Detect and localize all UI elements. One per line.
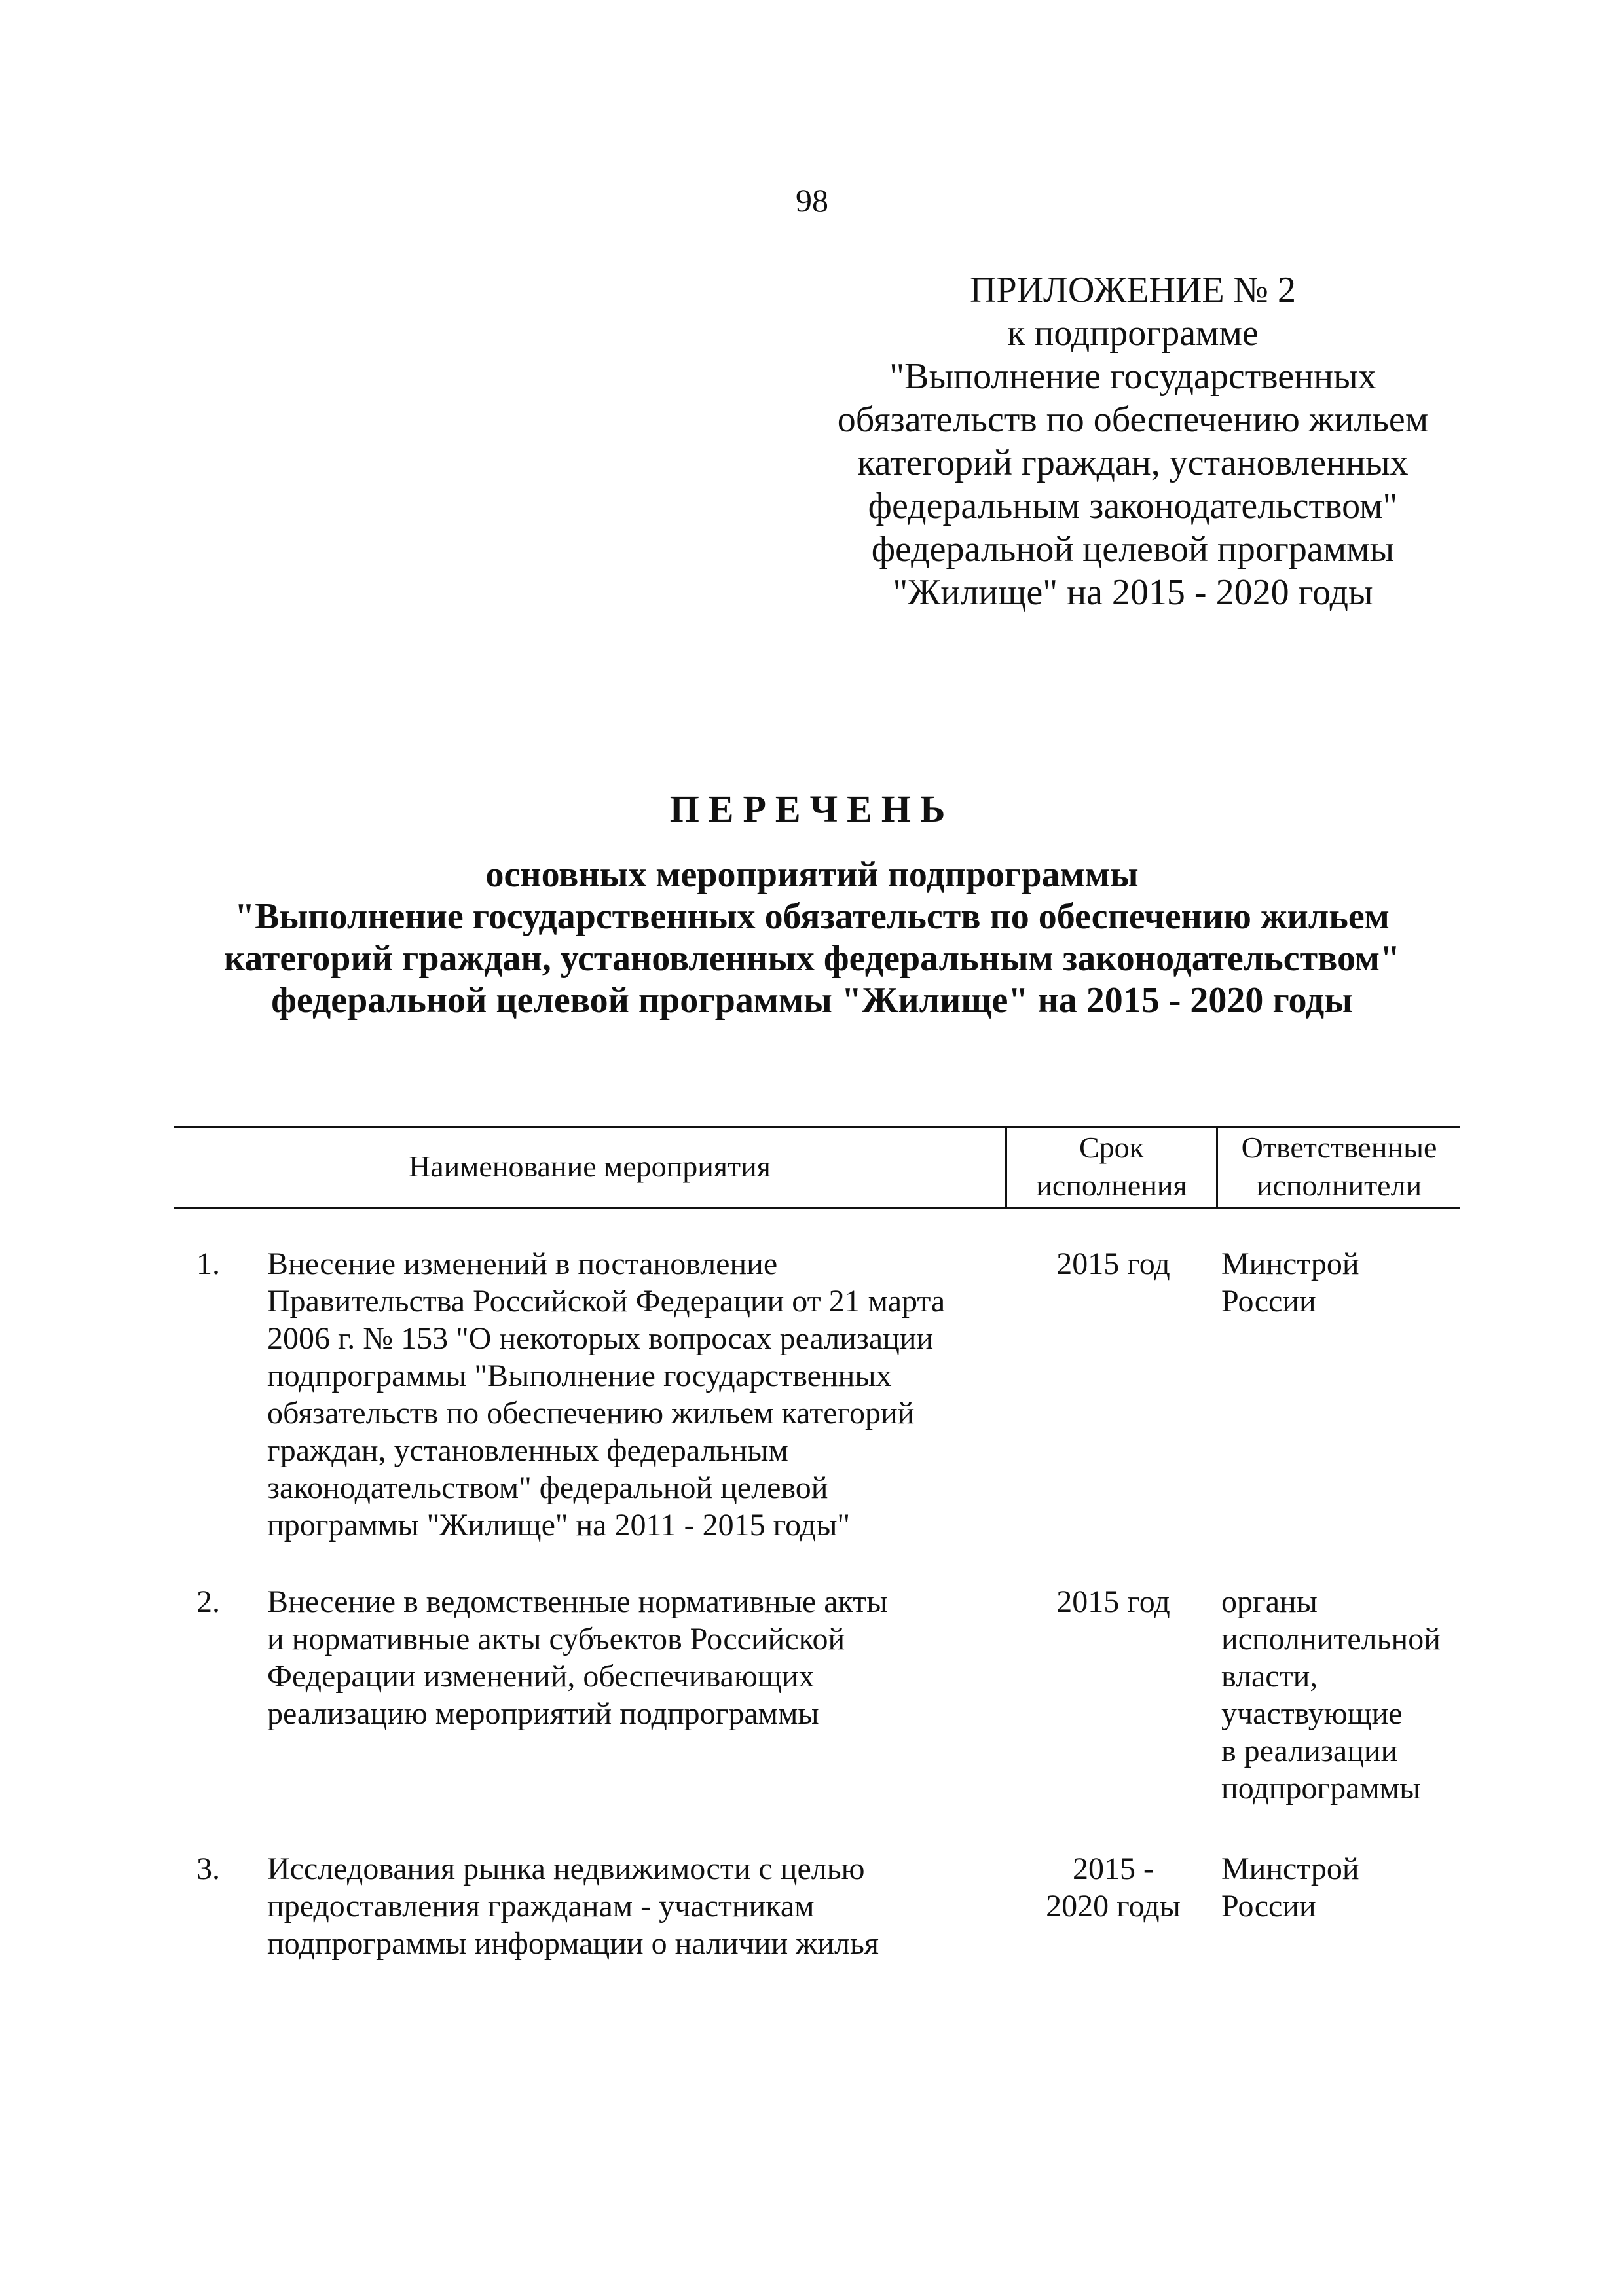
header-executors-line: Ответственные (1241, 1131, 1437, 1164)
row-name (267, 1583, 1007, 1732)
appendix-line: "Жилище" на 2015 - 2020 годы (893, 572, 1373, 613)
row-name-line: 2006 г. № 153 "О некоторых вопросах реализации (267, 1321, 934, 1356)
header-term (1007, 1129, 1216, 1205)
title-line: категорий граждан, установленных федеральным законодательством" (223, 938, 1401, 979)
row-name-line: и нормативные акты субъектов Российской (267, 1622, 845, 1656)
row-name-line: предоставления гражданам - участникам (267, 1889, 815, 1923)
header-executors (1218, 1129, 1460, 1205)
row-executors (1221, 1850, 1483, 1925)
row-number: 3. (196, 1851, 220, 1886)
row-executors-line: Минстрой (1221, 1851, 1359, 1886)
title-line: основных мероприятий подпрограммы (485, 854, 1139, 895)
title-main: ПЕРЕЧЕНЬ (669, 788, 955, 830)
row-term (1008, 1583, 1218, 1620)
appendix-line: федеральным законодательством" (868, 486, 1398, 526)
row-name-line: программы "Жилище" на 2011 - 2015 годы" (267, 1508, 851, 1542)
row-term-line: 2015 год (1056, 1584, 1170, 1619)
header-term-line: исполнения (1036, 1169, 1187, 1202)
row-name (267, 1850, 1007, 1962)
row-executors-line: органы (1221, 1584, 1318, 1619)
row-term-line: 2015 - (1073, 1851, 1154, 1886)
row-executors-line: участвующие (1221, 1696, 1403, 1731)
row-executors (1221, 1583, 1483, 1807)
row-name-line: Исследования рынка недвижимости с целью (267, 1851, 865, 1886)
appendix-line: к подпрограмме (1007, 313, 1259, 354)
row-name-line: реализацию мероприятий подпрограммы (267, 1696, 819, 1731)
row-number: 1. (196, 1247, 220, 1281)
appendix-line: обязательств по обеспечению жильем (837, 399, 1429, 440)
appendix-line: федеральной целевой программы (871, 529, 1395, 570)
row-name-line: подпрограммы информации о наличии жилья (267, 1926, 879, 1961)
row-name (267, 1245, 1007, 1544)
row-executors (1221, 1245, 1483, 1320)
header-term-line: Срок (1079, 1131, 1145, 1164)
row-term-line: 2020 годы (1046, 1889, 1181, 1923)
row-name-line: граждан, установленных федеральным (267, 1433, 788, 1468)
appendix-line: ПРИЛОЖЕНИЕ № 2 (970, 270, 1296, 310)
row-executors-line: России (1221, 1284, 1316, 1319)
appendix-heading (773, 268, 1493, 614)
row-term-line: 2015 год (1056, 1247, 1170, 1281)
header-name: Наименование мероприятия (409, 1150, 771, 1183)
row-executors-line: в реализации (1221, 1734, 1398, 1768)
row-name-line: обязательств по обеспечению жильем категорий (267, 1396, 915, 1430)
row-number: 2. (196, 1584, 220, 1619)
row-term (1008, 1850, 1218, 1925)
table-top-rule (174, 1126, 1460, 1128)
row-name-line: Федерации изменений, обеспечивающих (267, 1659, 815, 1694)
row-executors-line: власти, (1221, 1659, 1318, 1694)
row-name-line: законодательством" федеральной целевой (267, 1470, 828, 1505)
header-executors-line: исполнители (1256, 1169, 1422, 1202)
title-line: "Выполнение государственных обязательств по обеспечению жильем (234, 896, 1390, 937)
row-name-line: Внесение изменений в постановление (267, 1247, 778, 1281)
row-executors-line: Минстрой (1221, 1247, 1359, 1281)
row-name-line: подпрограммы "Выполнение государственных (267, 1358, 892, 1393)
row-term (1008, 1245, 1218, 1283)
row-name-line: Правительства Российской Федерации от 21 марта (267, 1284, 946, 1319)
table-header-bottom-rule (174, 1207, 1460, 1209)
appendix-line: "Выполнение государственных (889, 356, 1376, 397)
row-executors-line: России (1221, 1889, 1316, 1923)
document-title (0, 776, 1624, 1021)
title-line: федеральной целевой программы "Жилище" на 2015 - 2020 годы (271, 980, 1353, 1021)
page-number: 98 (796, 182, 828, 219)
appendix-line: категорий граждан, установленных (857, 443, 1409, 483)
row-executors-line: подпрограммы (1221, 1771, 1421, 1806)
row-executors-line: исполнительной (1221, 1622, 1441, 1656)
row-name-line: Внесение в ведомственные нормативные акты (267, 1584, 888, 1619)
